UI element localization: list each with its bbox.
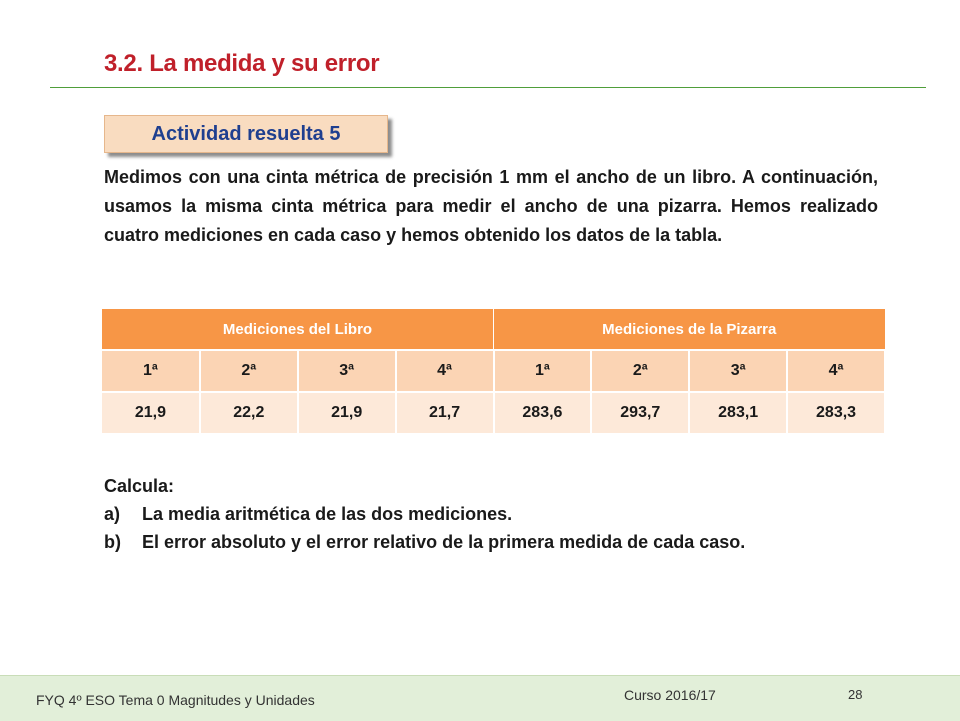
footer-course: FYQ 4º ESO Tema 0 Magnitudes y Unidades — [36, 692, 315, 708]
task-marker: a) — [104, 504, 121, 524]
table-cell: 21,9 — [298, 392, 396, 433]
header-board-measurements: Mediciones de la Pizarra — [494, 309, 886, 350]
intro-paragraph: Medimos con una cinta métrica de precisión 1 mm el ancho de un libro. A continuación, usamos la misma cinta métrica para medir el ancho de una pizarra. Hemos realizado cuatro mediciones en cada caso y hemos obtenido los datos de la tabla. — [104, 167, 878, 245]
task-text: El error absoluto y el error relativo de la primera medida de cada caso. — [142, 532, 746, 552]
task-heading: Calcula: — [104, 476, 175, 496]
task-section — [104, 472, 894, 556]
measurements-table — [102, 309, 886, 433]
activity-badge: Actividad resuelta 5 — [104, 115, 388, 153]
table-cell: 2ª — [200, 350, 298, 392]
table-cell: 283,1 — [689, 392, 787, 433]
table-cell: 3ª — [689, 350, 787, 392]
table-cell: 4ª — [396, 350, 494, 392]
slide-footer — [0, 675, 960, 721]
table-row-ordinals — [102, 350, 885, 392]
table-cell: 3ª — [298, 350, 396, 392]
header-book-measurements: Mediciones del Libro — [102, 309, 494, 350]
table-header-row — [102, 309, 885, 350]
table-row-values — [102, 392, 885, 433]
title-divider — [50, 87, 926, 88]
footer-year: Curso 2016/17 — [624, 687, 716, 703]
table-cell: 283,3 — [787, 392, 885, 433]
table-cell: 4ª — [787, 350, 885, 392]
slide-title: 3.2. La medida y su error — [104, 50, 380, 77]
table-cell: 293,7 — [591, 392, 689, 433]
table-cell: 21,9 — [102, 392, 200, 433]
task-text: La media aritmética de las dos mediciones. — [142, 504, 513, 524]
table-cell: 22,2 — [200, 392, 298, 433]
table-cell: 283,6 — [494, 392, 592, 433]
table-cell: 1ª — [494, 350, 592, 392]
task-item-b — [104, 528, 894, 556]
page-number: 28 — [848, 687, 863, 702]
task-item-a — [104, 500, 894, 528]
task-marker: b) — [104, 532, 121, 552]
table-cell: 1ª — [102, 350, 200, 392]
table-cell: 2ª — [591, 350, 689, 392]
table-cell: 21,7 — [396, 392, 494, 433]
